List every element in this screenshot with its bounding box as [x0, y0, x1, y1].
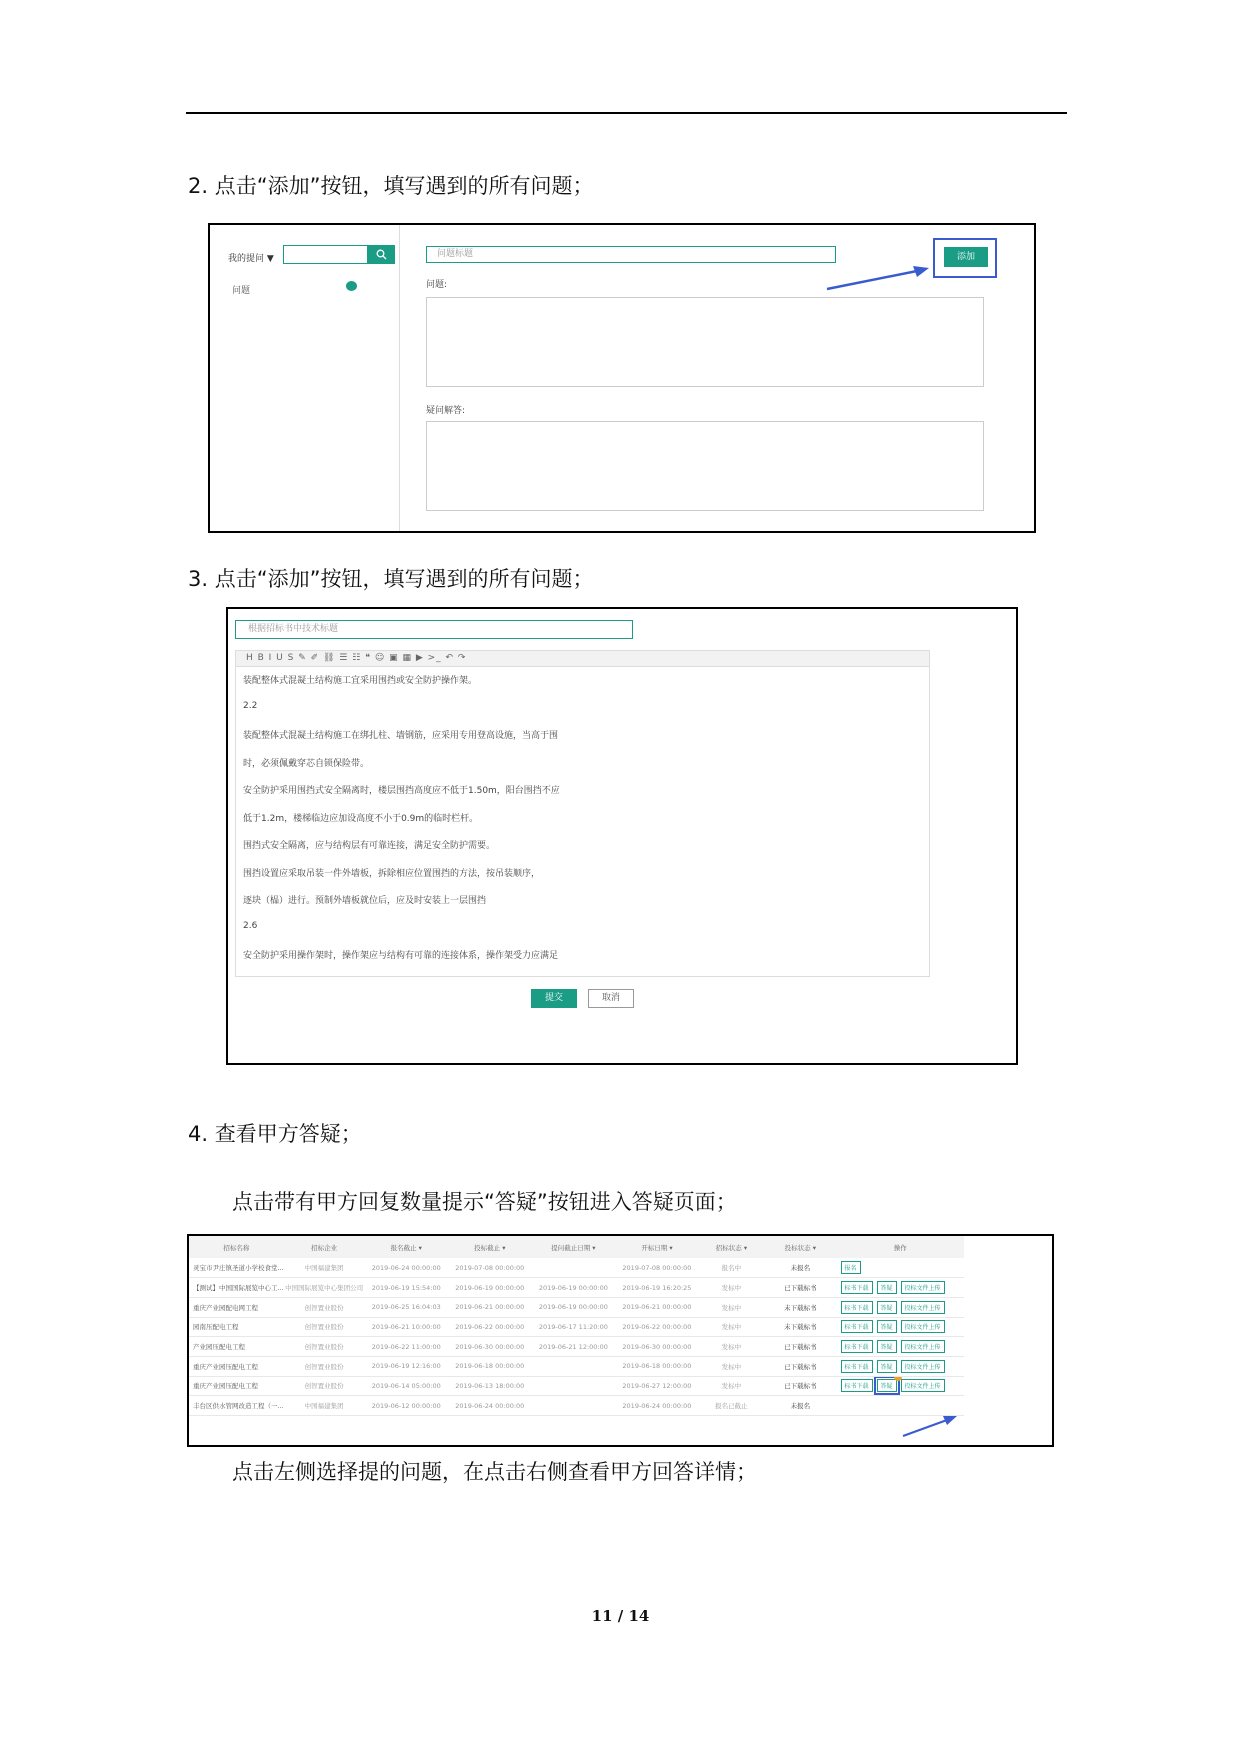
editor-line: 逐块（榀）进行。预制外墙板就位后，应及时安装上一层围挡 — [243, 896, 487, 906]
table-cell: 已下载标书 — [764, 1356, 836, 1376]
my-questions-dropdown[interactable]: 我的提问 ▼ — [228, 254, 274, 264]
table-cell: 2019-06-13 18:00:00 — [448, 1376, 532, 1396]
step-4-instruction: 点击带有甲方回复数量提示“答疑”按钮进入答疑页面； — [232, 1190, 737, 1214]
table-cell: 未报名 — [764, 1258, 836, 1278]
table-cell: 2019-06-14 05:00:00 — [364, 1376, 448, 1396]
qa-button[interactable] — [877, 1281, 897, 1294]
column-header[interactable]: 提问截止日期 ▾ — [532, 1236, 616, 1258]
editor-line: 围挡式安全隔离，应与结构层有可靠连接，满足安全防护需要。 — [243, 841, 496, 851]
upload-bid-button[interactable] — [901, 1360, 945, 1373]
search-icon[interactable] — [367, 245, 395, 264]
header-rule — [186, 112, 1067, 114]
table-cell-actions — [837, 1337, 965, 1357]
button-label: 答疑 — [880, 1344, 893, 1352]
button-label: 投标文件上传 — [904, 1363, 941, 1371]
table-cell: 产业园压配电工程 — [189, 1337, 284, 1357]
table-cell: 发标中 — [699, 1317, 764, 1337]
qa-button[interactable] — [877, 1301, 897, 1314]
qa-button[interactable] — [877, 1379, 897, 1392]
table-cell: 2019-06-19 00:00:00 — [532, 1278, 616, 1298]
table-cell: 发标中 — [699, 1297, 764, 1317]
table-cell: 2019-06-18 00:00:00 — [615, 1356, 699, 1376]
table-cell: 2019-06-21 10:00:00 — [364, 1317, 448, 1337]
table-cell: 2019-06-24 00:00:00 — [364, 1258, 448, 1278]
table-cell: 2019-06-24 00:00:00 — [615, 1396, 699, 1416]
table-cell: 重庆产业园压配电工程 — [189, 1356, 284, 1376]
button-label: 投标文件上传 — [904, 1304, 941, 1312]
column-header: 招标名称 — [189, 1236, 284, 1258]
table-cell: 创智置业股份 — [284, 1356, 365, 1376]
table-cell: 2019-06-21 12:00:00 — [532, 1337, 616, 1357]
table-cell: 发标中 — [699, 1337, 764, 1357]
editor-line: 装配整体式混凝土结构施工在绑扎柱、墙钢筋，应采用专用登高设施，当高于围 — [243, 731, 559, 741]
table-cell: 中国福建集团 — [284, 1258, 365, 1278]
table-cell: 中国国际展览中心集团公司 — [284, 1278, 365, 1298]
column-header: 操作 — [837, 1236, 965, 1258]
table-row — [189, 1317, 964, 1337]
table-cell: 创智置业股份 — [284, 1376, 365, 1396]
table-row — [189, 1356, 964, 1376]
column-header[interactable]: 招标状态 ▾ — [699, 1236, 764, 1258]
table-cell: 2019-06-30 00:00:00 — [448, 1337, 532, 1357]
arrow-icon — [825, 263, 935, 293]
table-cell: 2019-06-22 00:00:00 — [448, 1317, 532, 1337]
add-button-highlight — [933, 238, 997, 278]
button-label: 标书下载 — [844, 1304, 869, 1312]
table-row — [189, 1278, 964, 1298]
qa-button[interactable] — [877, 1320, 897, 1333]
table-cell: 2019-06-24 00:00:00 — [448, 1396, 532, 1416]
table-cell: 2019-07-08 00:00:00 — [448, 1258, 532, 1278]
table-cell: 未报名 — [764, 1396, 836, 1416]
step-3-text: 3. 点击“添加”按钮，填写遇到的所有问题； — [188, 567, 594, 591]
editor-line: 安全防护采用操作架时，操作架应与结构有可靠的连接体系，操作架受力应满足 — [243, 951, 559, 961]
column-header[interactable]: 投标截止 ▾ — [448, 1236, 532, 1258]
qa-button[interactable] — [877, 1340, 897, 1353]
table-row — [189, 1258, 964, 1278]
table-row — [189, 1396, 964, 1416]
table-cell: 2019-06-19 15:54:00 — [364, 1278, 448, 1298]
upload-bid-button[interactable] — [901, 1301, 945, 1314]
table-cell: 2019-06-18 00:00:00 — [448, 1356, 532, 1376]
question-label: 问题: — [426, 280, 448, 290]
table-cell: 未下载标书 — [764, 1317, 836, 1337]
answer-textarea[interactable] — [426, 421, 984, 511]
upload-bid-button[interactable] — [901, 1379, 945, 1392]
table-cell: 2019-06-19 12:16:00 — [364, 1356, 448, 1376]
table-cell: 中国福建集团 — [284, 1396, 365, 1416]
chat-bubble-icon — [346, 281, 357, 291]
download-tender-button[interactable] — [841, 1379, 873, 1392]
download-tender-button[interactable] — [841, 1320, 873, 1333]
table-cell: 园南压配电工程 — [189, 1317, 284, 1337]
table-cell: 报名已截止 — [699, 1396, 764, 1416]
table-cell — [532, 1396, 616, 1416]
upload-bid-button[interactable] — [901, 1320, 945, 1333]
table-cell-actions — [837, 1356, 965, 1376]
table-cell: 发标中 — [699, 1376, 764, 1396]
table-cell: 已下载标书 — [764, 1278, 836, 1298]
upload-bid-button[interactable] — [901, 1281, 945, 1294]
editor-line: 低于1.2m，楼梯临边应加设高度不小于0.9m的临时栏杆。 — [243, 814, 479, 824]
button-label: 投标文件上传 — [904, 1344, 941, 1352]
table-cell-actions — [837, 1297, 965, 1317]
qa-button[interactable] — [877, 1360, 897, 1373]
table-cell: 报名中 — [699, 1258, 764, 1278]
button-label: 答疑 — [880, 1285, 893, 1293]
question-textarea[interactable] — [426, 297, 984, 387]
editor-line: 安全防护采用围挡式安全隔离时，楼层围挡高度应不低于1.50m，阳台围挡不应 — [243, 786, 560, 796]
table-cell: 2019-06-17 11:20:00 — [532, 1317, 616, 1337]
download-tender-button[interactable] — [841, 1301, 873, 1314]
button-label: 答疑 — [880, 1324, 893, 1332]
table-cell-actions — [837, 1376, 965, 1396]
editor-line: 装配整体式混凝土结构施工宜采用围挡或安全防护操作架。 — [243, 676, 478, 686]
cancel-button[interactable]: 取消 — [588, 989, 634, 1008]
table-cell: 【测试】中国国际展览中心工... — [189, 1278, 284, 1298]
column-header[interactable]: 开标日期 ▾ — [615, 1236, 699, 1258]
table-cell: 2019-06-12 00:00:00 — [364, 1396, 448, 1416]
download-tender-button[interactable] — [841, 1360, 873, 1373]
column-header: 招标企业 — [284, 1236, 365, 1258]
question-title-input[interactable]: 问题标题 — [426, 246, 836, 263]
table-cell: 2019-06-22 11:00:00 — [364, 1337, 448, 1357]
table-cell-actions — [837, 1278, 965, 1298]
table-cell-actions — [837, 1317, 965, 1337]
search-input[interactable] — [283, 245, 367, 264]
table-row — [189, 1376, 964, 1396]
table-cell — [532, 1356, 616, 1376]
button-label: 标书下载 — [844, 1324, 869, 1332]
button-label: 投标文件上传 — [904, 1285, 941, 1293]
table-cell — [532, 1376, 616, 1396]
table-cell: 创智置业股份 — [284, 1337, 365, 1357]
table-cell: 2019-06-19 00:00:00 — [448, 1278, 532, 1298]
button-label: 标书下载 — [844, 1363, 869, 1371]
page-number: 11 / 14 — [591, 1607, 650, 1625]
table-header-row — [189, 1236, 964, 1258]
table-row — [189, 1337, 964, 1357]
table-cell: 重庆产业园压配电工程 — [189, 1376, 284, 1396]
answer-label: 疑问解答: — [426, 406, 466, 416]
table-cell: 创智置业股份 — [284, 1317, 365, 1337]
bid-table — [189, 1236, 964, 1416]
button-label: 投标文件上传 — [904, 1324, 941, 1332]
editor-line: 时，必须佩戴穿芯自锁保险带。 — [243, 759, 370, 769]
button-label: 投标文件上传 — [904, 1383, 941, 1391]
upload-bid-button[interactable] — [901, 1340, 945, 1353]
button-label: 标书下载 — [844, 1285, 869, 1293]
editor-content[interactable] — [235, 667, 930, 977]
step-2-text: 2. 点击“添加”按钮，填写遇到的所有问题； — [188, 174, 594, 198]
table-cell: 发标中 — [699, 1278, 764, 1298]
editor-line: 2.2 — [243, 701, 258, 711]
table-cell: 重庆产业园配电网工程 — [189, 1297, 284, 1317]
question-title-input[interactable]: 根据招标书中技术标题 — [235, 620, 633, 639]
table-cell: 丰台区供水管网改造工程（一... — [189, 1396, 284, 1416]
button-label: 答疑 — [880, 1363, 893, 1371]
button-label: 标书下载 — [844, 1344, 869, 1352]
screenshot-editor — [226, 607, 1018, 1065]
question-sidebar — [210, 225, 400, 531]
arrow-icon — [901, 1412, 961, 1438]
table-row — [189, 1297, 964, 1317]
table-cell: 已下载标书 — [764, 1376, 836, 1396]
table-cell: 发标中 — [699, 1356, 764, 1376]
button-label: 标书下载 — [844, 1383, 869, 1391]
table-cell: 2019-06-25 16:04:03 — [364, 1297, 448, 1317]
step-4-text: 4. 查看甲方答疑； — [188, 1122, 362, 1146]
button-label: 报名 — [844, 1265, 857, 1273]
screenshot-question-form — [208, 223, 1036, 533]
table-cell: 2019-06-19 16:20:25 — [615, 1278, 699, 1298]
register-button[interactable] — [841, 1261, 861, 1274]
submit-button[interactable]: 提交 — [531, 989, 577, 1008]
button-label: 答疑 — [880, 1383, 893, 1391]
editor-line: 2.6 — [243, 921, 258, 931]
table-cell-actions — [837, 1258, 965, 1278]
editor-toolbar[interactable]: H B I U S ✎ ✐ ⛓ ☰ ☷ ❝ ☺ ▣ ▦ ▶ >_ ↶ ↷ — [235, 650, 930, 667]
step-4-detail: 点击左侧选择提的问题，在点击右侧查看甲方回答详情； — [232, 1460, 757, 1484]
table-cell: 灵宝市尹庄镇圣道小学校食堂... — [189, 1258, 284, 1278]
add-button[interactable]: 添加 — [944, 247, 988, 267]
table-cell: 已下载标书 — [764, 1337, 836, 1357]
editor-line: 围挡设置应采取吊装一件外墙板，拆除相应位置围挡的方法，按吊装顺序， — [243, 869, 541, 879]
download-tender-button[interactable] — [841, 1340, 873, 1353]
table-cell: 2019-06-30 00:00:00 — [615, 1337, 699, 1357]
sidebar-item-question[interactable]: 问题 — [232, 286, 251, 296]
table-cell: 2019-06-27 12:00:00 — [615, 1376, 699, 1396]
table-cell: 2019-06-22 00:00:00 — [615, 1317, 699, 1337]
button-label: 答疑 — [880, 1304, 893, 1312]
table-cell — [532, 1258, 616, 1278]
table-cell: 2019-06-19 00:00:00 — [532, 1297, 616, 1317]
column-header[interactable]: 投标状态 ▾ — [764, 1236, 836, 1258]
table-cell: 创智置业股份 — [284, 1297, 365, 1317]
download-tender-button[interactable] — [841, 1281, 873, 1294]
table-cell: 2019-06-21 00:00:00 — [615, 1297, 699, 1317]
table-cell: 2019-06-21 00:00:00 — [448, 1297, 532, 1317]
screenshot-bid-table — [187, 1234, 1054, 1447]
column-header[interactable]: 报名截止 ▾ — [364, 1236, 448, 1258]
table-cell: 未下载标书 — [764, 1297, 836, 1317]
table-cell: 2019-07-08 00:00:00 — [615, 1258, 699, 1278]
